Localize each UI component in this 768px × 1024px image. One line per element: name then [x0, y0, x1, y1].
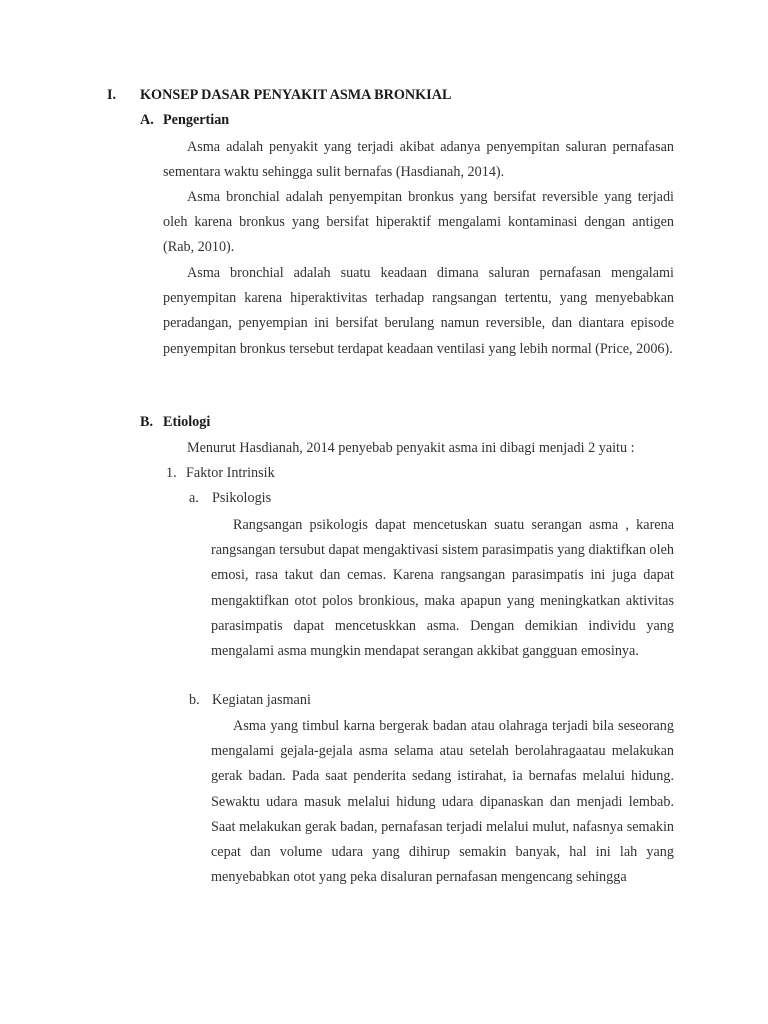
paragraph-text: Asma bronchial adalah suatu keadaan dimana saluran pernafasan mengalami penyempitan karena hiperaktivitas terhadap rangsangan tertentu, yang menyebabkan peradangan, penyempian ini bersifat berulang namun reversible, dan diantara episode penyempitan bronkus tersebut terdapat keadaan ventilasi yang lebih normal (Price, 2006).	[163, 265, 674, 357]
subsection-a-marker: A.	[140, 112, 154, 128]
paragraph-text: Rangsangan psikologis dapat mencetuskan suatu serangan asma , karena rangsangan tersubut dapat mengaktivasi sistem parasimpatis yang diaktifkan oleh emosi, rasa takut dan cemas. Karena rangsangan parasimpatis ini juga dapat mengaktifkan otot polos bronkious, maka apapun yang meningkatkan aktivitas parasimpatis dapat mencetuskkan asma. Dengan demikian individu yang mengalami asma mungkin mendapat serangan akkibat gangguan emosinya.	[211, 517, 674, 660]
item-a-title: Psikologis	[212, 490, 272, 506]
subsection-b-marker: B.	[140, 414, 154, 430]
pengertian-paragraph-1	[163, 135, 674, 185]
kegiatan-jasmani-paragraph	[211, 714, 674, 890]
paragraph-text: Asma adalah penyakit yang terjadi akibat adanya penyempitan saluran pernafasan sementara waktu sehingga sulit bernafas (Hasdianah, 2014).	[163, 139, 674, 181]
section-title: KONSEP DASAR PENYAKIT ASMA BRONKIAL	[140, 87, 452, 103]
item-b-marker: b.	[189, 692, 200, 708]
psikologis-paragraph	[211, 513, 674, 664]
pengertian-paragraph-2	[163, 185, 674, 261]
factor-1-marker: 1.	[166, 465, 177, 481]
factor-1-title: Faktor Intrinsik	[186, 465, 275, 481]
section-number: I.	[107, 87, 117, 103]
pengertian-paragraph-3	[163, 261, 674, 362]
paragraph-text: Asma bronchial adalah penyempitan bronkus yang bersifat reversible yang terjadi oleh karena bronkus yang bersifat hiperaktif mengalami kontaminasi dengan antigen (Rab, 2010).	[163, 189, 674, 256]
subsection-b-title: Etiologi	[163, 414, 211, 430]
etiologi-intro: Menurut Hasdianah, 2014 penyebab penyakit asma ini dibagi menjadi 2 yaitu :	[187, 440, 635, 456]
subsection-a-title: Pengertian	[163, 112, 230, 128]
item-b-title: Kegiatan jasmani	[212, 692, 311, 708]
paragraph-text: Asma yang timbul karna bergerak badan atau olahraga terjadi bila seseorang mengalami gejala-gejala asma selama atau setelah berolahragaatau melakukan gerak badan. Pada saat penderita sedang istirahat, ia bernafas melalui hidung. Sewaktu udara masuk melalui hidung udara dipanaskan dan menjadi lembab. Saat melakukan gerak badan, pernafasan terjadi melalui mulut, nafasnya semakin cepat dan volume udara yang dihirup semakin banyak, hal ini lah yang menyebabkan otot yang peka disaluran pernafasan mengencang sehingga	[211, 718, 674, 886]
item-a-marker: a.	[189, 490, 199, 506]
